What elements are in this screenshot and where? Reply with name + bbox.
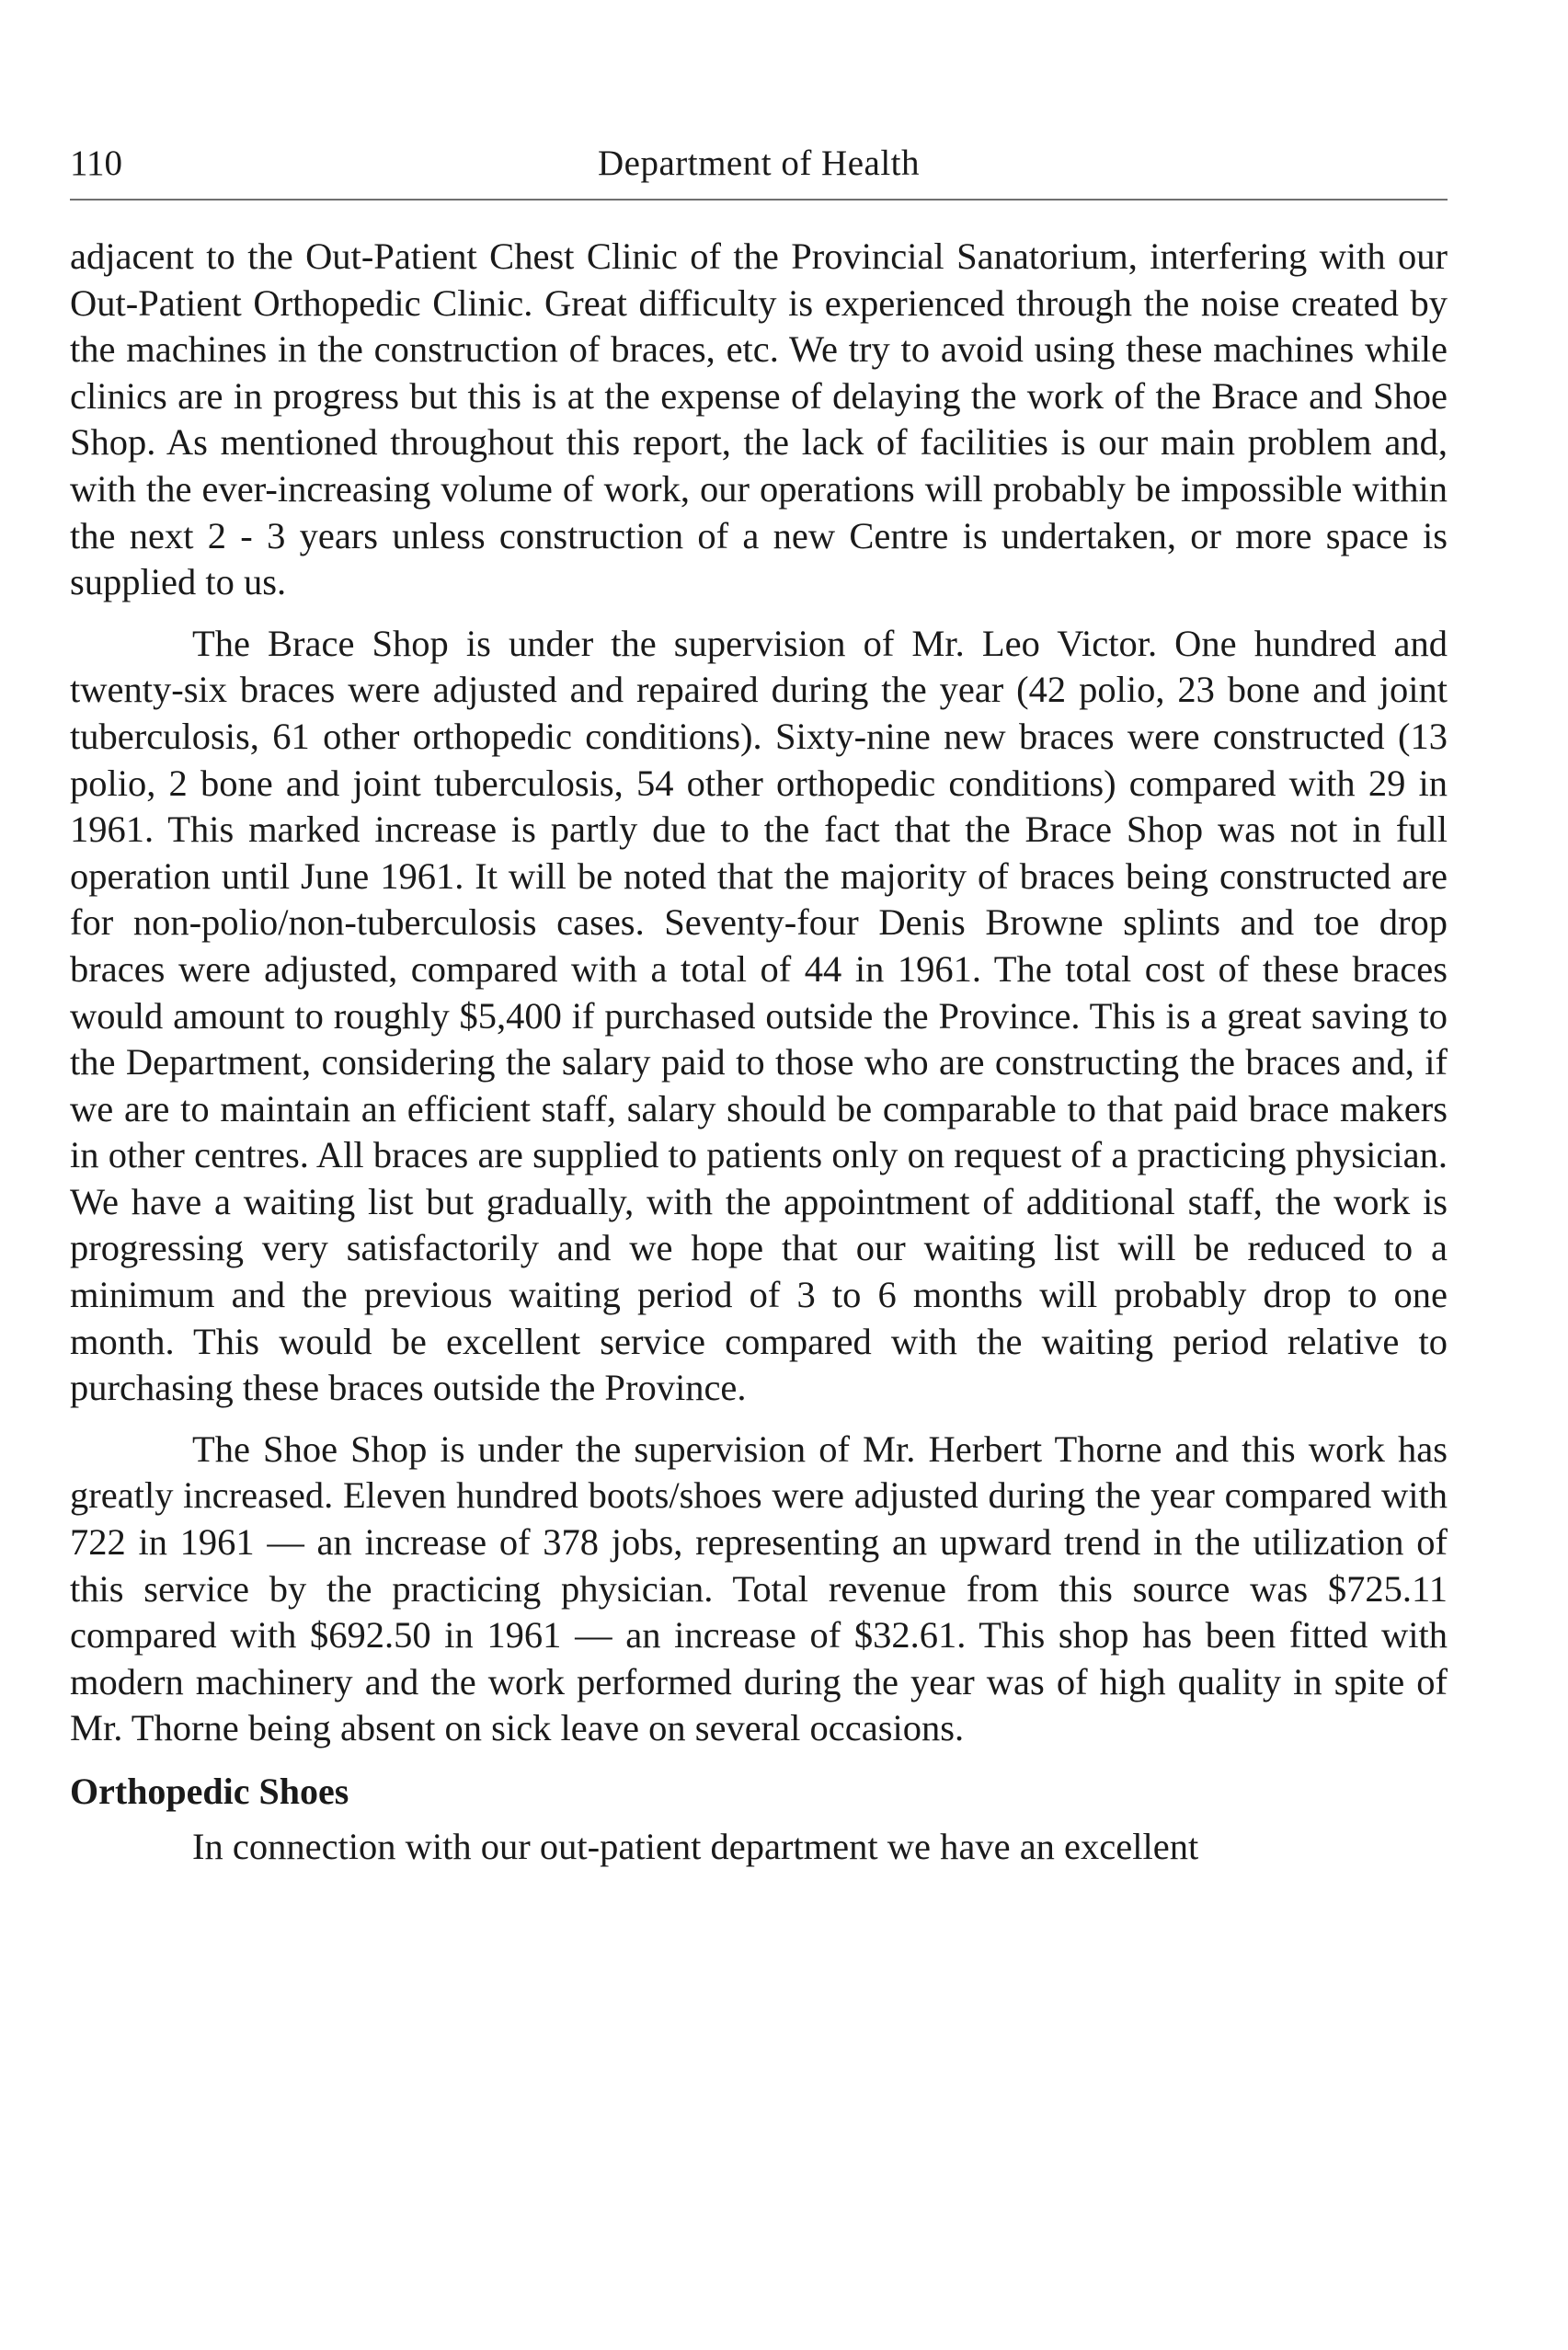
paragraph-shoe-shop: The Shoe Shop is under the supervision of Mr. Herbert Thorne and this work has greatly increased. Eleven hundred boots/shoes were adjusted during the year compared with 722 in 1961 — an increase of 378 jobs, representing an upward trend in the utilization of this service by the practicing physician. Total revenue from this source was $725.11 compared with $692.50 in 1961 — an increase of $32.61. This shop has been fitted with modern machinery and the work performed during the year was of high quality in spite of Mr. Thorne being absent on sick leave on several occasions.: [70, 1427, 1448, 1749]
header-rule: [70, 199, 1448, 201]
body-text: [70, 234, 1448, 1871]
page-number: 110: [70, 143, 123, 183]
running-header-title: Department of Health: [597, 143, 921, 183]
section-heading-orthopedic-shoes: Orthopedic Shoes: [70, 1771, 349, 1812]
running-header: [70, 138, 1448, 189]
paragraph-orthopedic-shoes: In connection with our out-patient department we have an excellent: [192, 1826, 1199, 1867]
paragraph-continued: adjacent to the Out-Patient Chest Clinic of the Provincial Sanatorium, interfering with our Out-Patient Orthopedic Clinic. Great difficulty is experienced through the noise created by the machines in the construction of braces, etc. We try to avoid using these machines while clinics are in progress but this is at the expense of delaying the work of the Brace and Shoe Shop. As mentioned throughout this report, the lack of facilities is our main problem and, with the ever-increasing volume of work, our operations will probably be impossible within the next 2 - 3 years unless construction of a new Centre is undertaken, or more space is supplied to us.: [70, 235, 1448, 603]
paragraph-brace-shop: The Brace Shop is under the supervision of Mr. Leo Victor. One hundred and twenty-six braces were adjusted and repaired during the year (42 polio, 23 bone and joint tuberculosis, 61 other orthopedic conditions). Sixty-nine new braces were constructed (13 polio, 2 bone and joint tuberculosis, 54 other orthopedic conditions) compared with 29 in 1961. This marked increase is partly due to the fact that the Brace Shop was not in full operation until June 1961. It will be noted that the majority of braces being constructed are for non-polio/non-tuberculosis cases. Seventy-four Denis Browne splints and toe drop braces were adjusted, compared with a total of 44 in 1961. The total cost of these braces would amount to roughly $5,400 if purchased outside the Province. This is a great saving to the Department, considering the salary paid to those who are constructing the braces and, if we are to maintain an efficient staff, salary should be comparable to that paid brace makers in other centres. All braces are supplied to patients only on request of a practicing physician. We have a waiting list but gradually, with the appointment of additional staff, the work is progressing very satisfactorily and we hope that our waiting list will be reduced to a minimum and the previous waiting period of 3 to 6 months will probably drop to one month. This would be excellent service compared with the waiting period relative to purchasing these braces outside the Province.: [70, 622, 1448, 1409]
document-page: [70, 138, 1448, 1871]
